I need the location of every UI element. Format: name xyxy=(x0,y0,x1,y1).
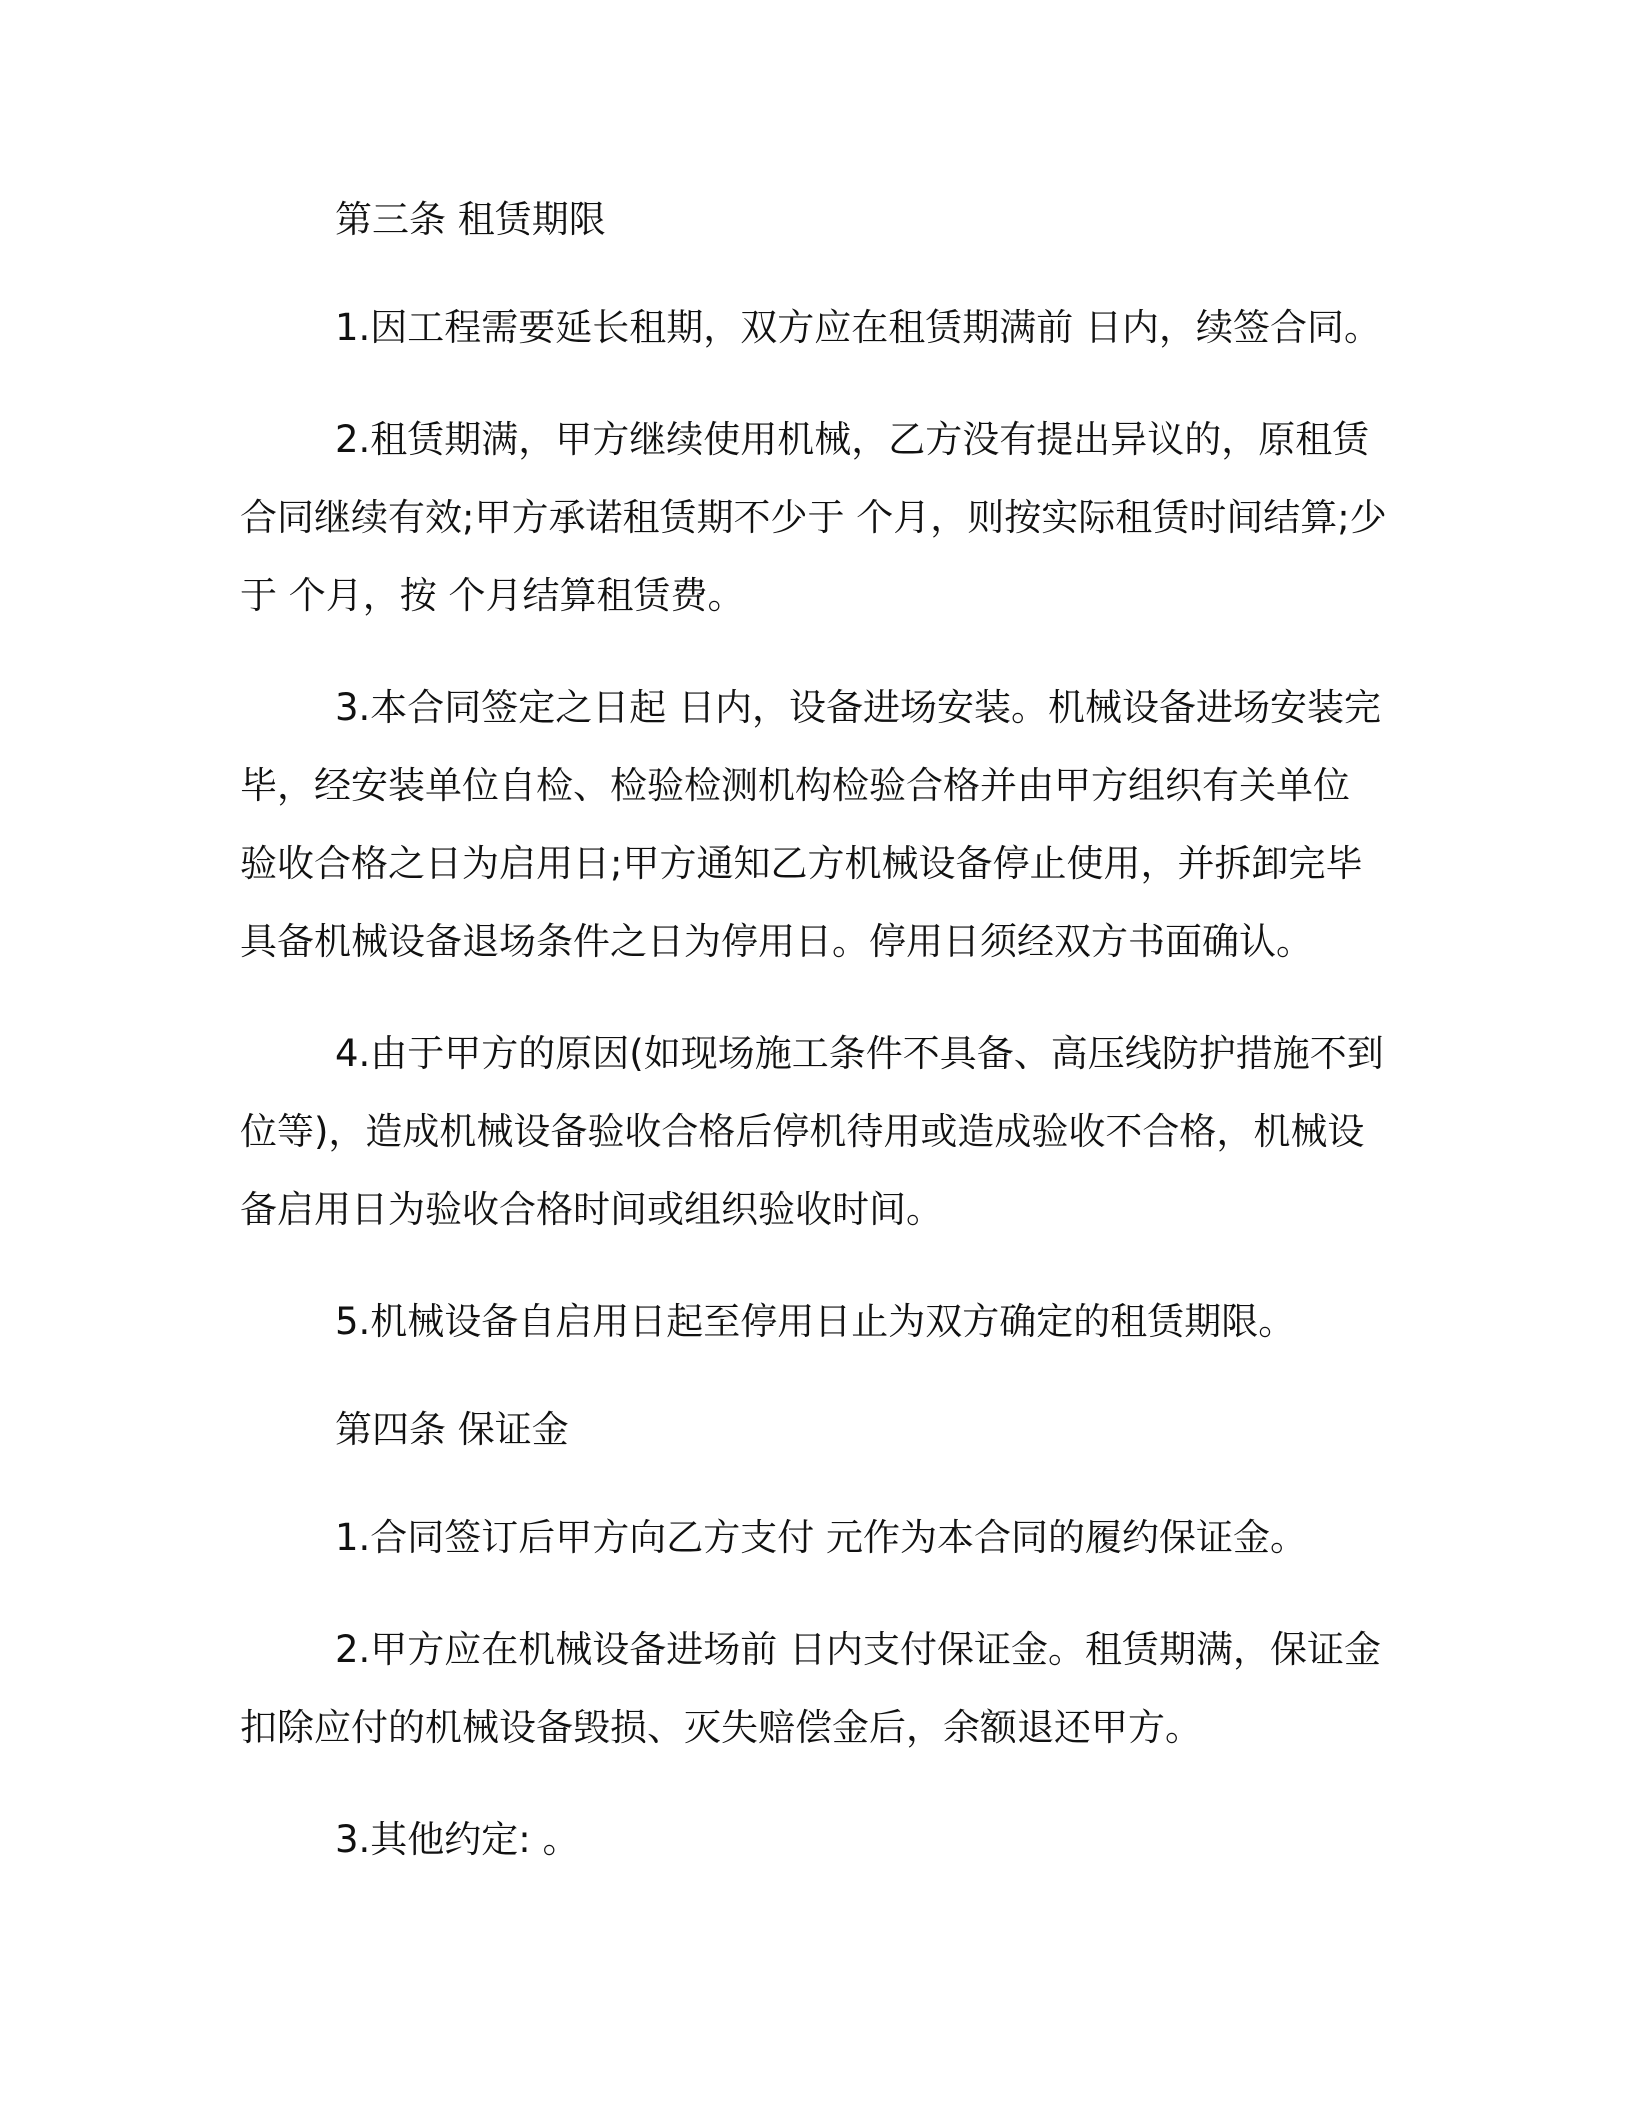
text-line: 具备机械设备退场条件之日为停用日。停用日须经双方书面确认。 xyxy=(240,920,1313,963)
article-4-paragraph-1 xyxy=(240,1499,1390,1577)
text-line: 位等)，造成机械设备验收合格后停机待用或造成验收不合格，机械设 xyxy=(240,1110,1365,1153)
text-line: 1.因工程需要延长租期，双方应在租赁期满前 日内，续签合同。 xyxy=(335,306,1382,349)
text-line: 4.由于甲方的原因(如现场施工条件不具备、高压线防护措施不到 xyxy=(335,1032,1384,1075)
document-body xyxy=(240,185,1390,1913)
text-line: 1.合同签订后甲方向乙方支付 元作为本合同的履约保证金。 xyxy=(335,1516,1308,1559)
text-line: 5.机械设备自启用日起至停用日止为双方确定的租赁期限。 xyxy=(335,1300,1296,1343)
article-3-paragraph-3 xyxy=(240,669,1390,981)
text-line: 2.租赁期满，甲方继续使用机械，乙方没有提出异议的，原租赁 xyxy=(335,418,1370,461)
article-3-paragraph-4 xyxy=(240,1015,1390,1249)
article-3-paragraph-1 xyxy=(240,289,1390,367)
article-4-heading: 第四条 保证金 xyxy=(335,1408,569,1451)
text-line: 2.甲方应在机械设备进场前 日内支付保证金。租赁期满，保证金 xyxy=(335,1628,1382,1671)
article-4-paragraph-3 xyxy=(240,1801,1390,1879)
text-line: 备启用日为验收合格时间或组织验收时间。 xyxy=(240,1188,943,1231)
text-line: 扣除应付的机械设备毁损、灭失赔偿金后，余额退还甲方。 xyxy=(240,1706,1202,1749)
text-line: 合同继续有效;甲方承诺租赁期不少于 个月，则按实际租赁时间结算;少 xyxy=(240,496,1387,539)
article-4-paragraph-2 xyxy=(240,1611,1390,1767)
text-line: 3.其他约定: 。 xyxy=(335,1818,580,1861)
text-line: 毕，经安装单位自检、检验检测机构检验合格并由甲方组织有关单位 xyxy=(240,764,1350,807)
text-line: 于 个月，按 个月结算租赁费。 xyxy=(240,574,745,617)
text-line: 验收合格之日为启用日;甲方通知乙方机械设备停止使用，并拆卸完毕 xyxy=(240,842,1363,885)
article-3-paragraph-2 xyxy=(240,401,1390,635)
article-3-heading: 第三条 租赁期限 xyxy=(335,198,606,241)
text-line: 3.本合同签定之日起 日内，设备进场安装。机械设备进场安装完 xyxy=(335,686,1382,729)
article-3-paragraph-5 xyxy=(240,1283,1390,1361)
